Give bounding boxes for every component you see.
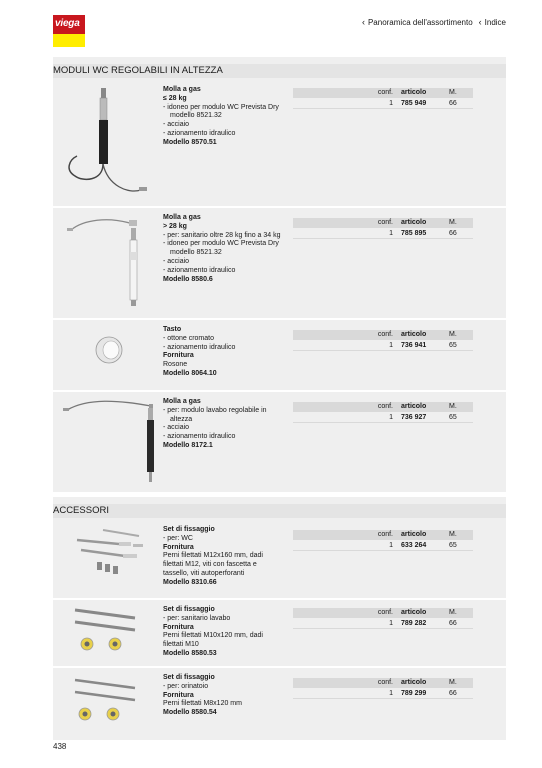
fixing-set-image	[63, 602, 153, 662]
flush-button-image	[63, 328, 153, 368]
spec-table	[293, 530, 473, 551]
header-conf: conf.	[377, 403, 393, 410]
product-subtitle: > 28 kg	[163, 222, 187, 230]
gas-spring-image	[63, 212, 158, 312]
model-number: Modello 8580.6	[163, 275, 213, 283]
header-articolo: articolo	[401, 403, 427, 410]
product-row	[53, 80, 506, 206]
product-title: Set di fissaggio	[163, 606, 215, 613]
feature-item: - per: orinatoio	[163, 683, 281, 692]
spec-row	[293, 340, 473, 351]
chevron-left-icon: ‹	[361, 17, 365, 27]
logo-text: viega	[55, 18, 80, 29]
fornitura-label: Fornitura	[163, 623, 194, 631]
product-description	[163, 526, 281, 588]
article-number[interactable]: 633 264	[401, 542, 427, 549]
product-description	[163, 86, 281, 148]
model-number: Modello 8064.10	[163, 369, 217, 377]
product-row	[53, 668, 506, 740]
header-articolo: articolo	[401, 331, 427, 338]
article-number[interactable]: 789 299	[401, 690, 427, 697]
spec-row	[293, 228, 473, 239]
feature-item: - ottone cromato	[163, 335, 281, 344]
chevron-left-icon: ‹	[478, 17, 482, 27]
spec-header	[293, 678, 473, 688]
header-m: M.	[449, 679, 457, 686]
product-subtitle: ≤ 28 kg	[163, 94, 187, 102]
fornitura-text: Perni filettati M8x120 mm	[163, 700, 242, 708]
overview-link[interactable]	[362, 17, 473, 27]
spec-header	[293, 402, 473, 412]
conf-value: 1	[389, 230, 393, 237]
model-number: Modello 8172.1	[163, 441, 213, 449]
feature-item: - idoneo per modulo WC Prevista Dry modello 8521.32	[163, 240, 281, 258]
spec-header	[293, 218, 473, 228]
section-title-moduli: MODULI WC REGOLABILI IN ALTEZZA	[53, 64, 506, 78]
feature-list	[163, 407, 281, 442]
header-conf: conf.	[377, 331, 393, 338]
spec-header	[293, 530, 473, 540]
feature-item: - azionamento idraulico	[163, 344, 281, 353]
spec-table	[293, 608, 473, 629]
model-number: Modello 8580.53	[163, 649, 217, 657]
index-link[interactable]	[479, 17, 506, 27]
spec-row	[293, 412, 473, 423]
header-conf: conf.	[377, 679, 393, 686]
product-description	[163, 606, 281, 659]
m-value: 66	[449, 620, 457, 627]
product-title: Molla a gas	[163, 86, 201, 93]
fornitura-label: Fornitura	[163, 691, 194, 699]
fornitura-text: Rosone	[163, 361, 188, 369]
spec-row	[293, 98, 473, 109]
header-m: M.	[449, 89, 457, 96]
viega-logo[interactable]	[53, 15, 85, 47]
product-row	[53, 208, 506, 318]
header-m: M.	[449, 609, 457, 616]
spec-table	[293, 330, 473, 351]
article-number[interactable]: 785 949	[401, 100, 427, 107]
spec-table	[293, 218, 473, 239]
spec-header	[293, 88, 473, 98]
conf-value: 1	[389, 100, 393, 107]
header-conf: conf.	[377, 609, 393, 616]
index-link-label: Indice	[484, 17, 506, 27]
feature-item: - per: WC	[163, 535, 281, 544]
model-number: Modello 8580.54	[163, 709, 217, 717]
m-value: 66	[449, 690, 457, 697]
fornitura-label: Fornitura	[163, 352, 194, 360]
feature-list	[163, 232, 281, 276]
conf-value: 1	[389, 342, 393, 349]
article-number[interactable]: 736 941	[401, 342, 427, 349]
product-row	[53, 600, 506, 666]
feature-list	[163, 683, 281, 692]
gas-spring-image	[63, 396, 163, 486]
feature-list	[163, 615, 281, 624]
spec-row	[293, 618, 473, 629]
feature-item: - per: modulo lavabo regolabile in altezza	[163, 407, 281, 425]
header-articolo: articolo	[401, 679, 427, 686]
feature-item: - azionamento idraulico	[163, 130, 281, 139]
fornitura-text: Perni filettati M12x160 mm, dadi filettati M12, viti con fascetta e tassello, viti autoperforanti	[163, 552, 263, 577]
feature-item: - idoneo per modulo WC Prevista Dry modello 8521.32	[163, 104, 281, 122]
article-number[interactable]: 789 282	[401, 620, 427, 627]
spec-row	[293, 688, 473, 699]
header-articolo: articolo	[401, 609, 427, 616]
fornitura-text: Perni filettati M10x120 mm, dadi filettati M10	[163, 632, 263, 649]
article-number[interactable]: 736 927	[401, 414, 427, 421]
m-value: 66	[449, 230, 457, 237]
header-m: M.	[449, 219, 457, 226]
product-title: Tasto	[163, 326, 182, 333]
header-articolo: articolo	[401, 219, 427, 226]
product-row	[53, 520, 506, 598]
m-value: 65	[449, 414, 457, 421]
article-number[interactable]: 785 895	[401, 230, 427, 237]
model-number: Modello 8310.66	[163, 578, 217, 586]
header-m: M.	[449, 403, 457, 410]
product-row	[53, 392, 506, 492]
product-title: Molla a gas	[163, 398, 201, 405]
header-conf: conf.	[377, 89, 393, 96]
overview-link-label: Panoramica dell'assortimento	[367, 17, 473, 27]
spec-row	[293, 540, 473, 551]
product-row	[53, 320, 506, 390]
section-title-accessori: ACCESSORI	[53, 504, 506, 518]
feature-item: - per: sanitario oltre 28 kg fino a 34 kg	[163, 232, 281, 241]
conf-value: 1	[389, 620, 393, 627]
product-title: Molla a gas	[163, 214, 201, 221]
spec-table	[293, 678, 473, 699]
model-number: Modello 8570.51	[163, 138, 217, 146]
header-m: M.	[449, 531, 457, 538]
spec-table	[293, 402, 473, 423]
fixing-set-image	[63, 522, 153, 582]
feature-list	[163, 335, 281, 353]
gas-spring-image	[63, 86, 153, 196]
feature-item: - acciaio	[163, 121, 281, 130]
feature-item: - per: sanitario lavabo	[163, 615, 281, 624]
feature-list	[163, 535, 281, 544]
top-navigation	[362, 17, 506, 27]
fixing-set-image	[63, 672, 153, 732]
conf-value: 1	[389, 414, 393, 421]
header-conf: conf.	[377, 219, 393, 226]
m-value: 65	[449, 542, 457, 549]
fornitura-label: Fornitura	[163, 543, 194, 551]
conf-value: 1	[389, 690, 393, 697]
product-description	[163, 674, 281, 718]
feature-item: - acciaio	[163, 258, 281, 267]
product-description	[163, 398, 281, 451]
feature-list	[163, 104, 281, 139]
m-value: 65	[449, 342, 457, 349]
m-value: 66	[449, 100, 457, 107]
feature-item: - acciaio	[163, 424, 281, 433]
page-number: 438	[53, 742, 67, 751]
header-m: M.	[449, 331, 457, 338]
product-title: Set di fissaggio	[163, 526, 215, 533]
conf-value: 1	[389, 542, 393, 549]
feature-item: - azionamento idraulico	[163, 267, 281, 276]
feature-item: - azionamento idraulico	[163, 433, 281, 442]
header-conf: conf.	[377, 531, 393, 538]
spec-header	[293, 330, 473, 340]
product-description	[163, 214, 281, 284]
product-description	[163, 326, 281, 379]
header-articolo: articolo	[401, 531, 427, 538]
product-title: Set di fissaggio	[163, 674, 215, 681]
spec-header	[293, 608, 473, 618]
spec-table	[293, 88, 473, 109]
header-articolo: articolo	[401, 89, 427, 96]
